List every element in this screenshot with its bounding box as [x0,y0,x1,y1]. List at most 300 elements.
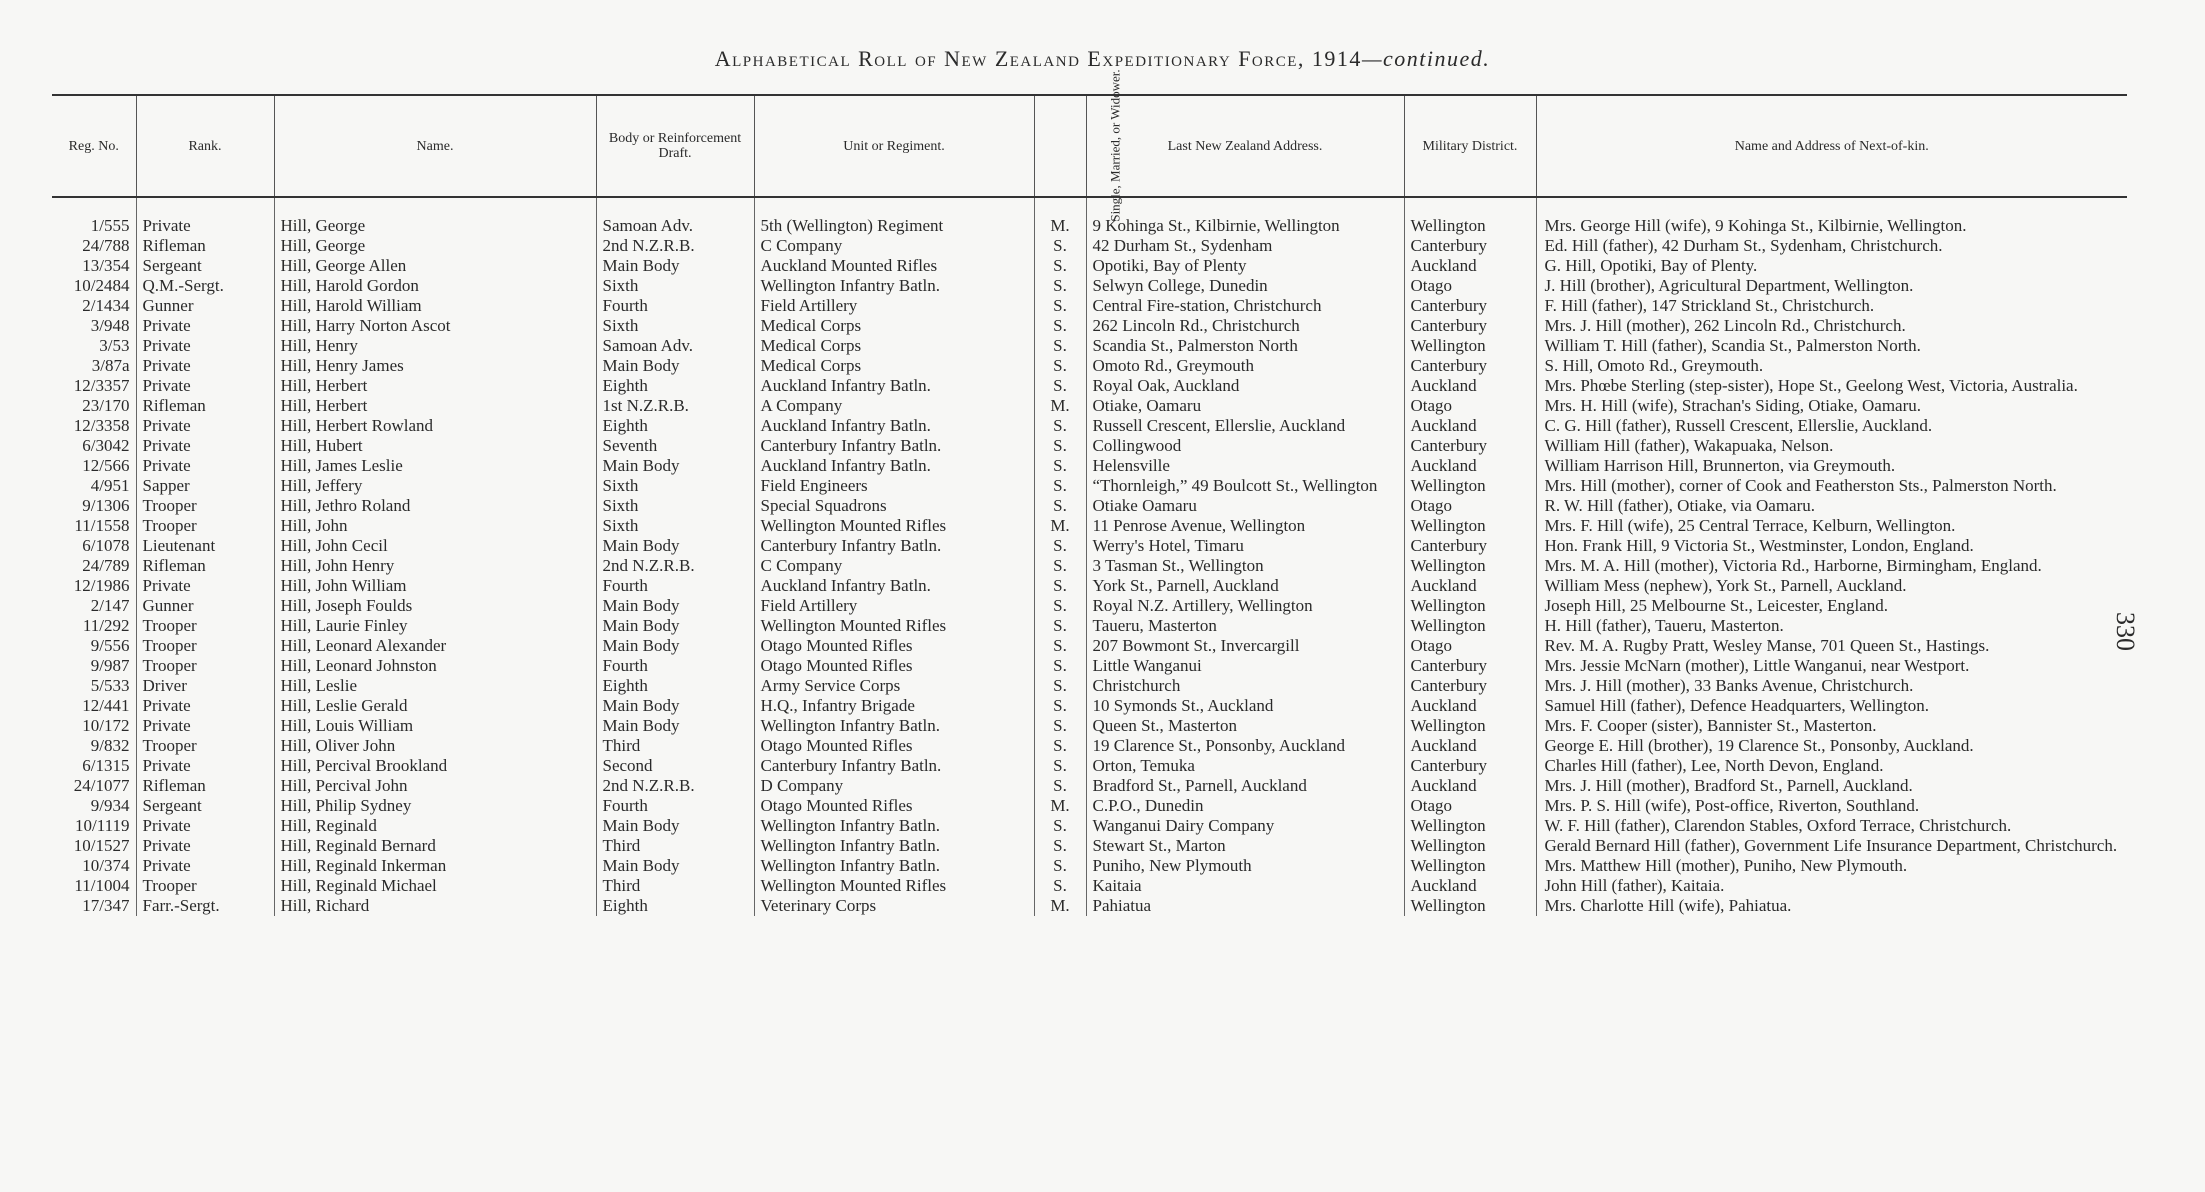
soldier-name-cell: Hill, Reginald [274,816,596,836]
soldier-name-cell: Hill, Jeffery [274,476,596,496]
next-of-kin-cell: Mrs. F. Cooper (sister), Bannister St., Masterton. [1536,716,2127,736]
rank-cell: Sergeant [136,256,274,276]
last-address-cell: Scandia St., Palmerston North [1086,336,1404,356]
soldier-name-cell: Hill, Joseph Foulds [274,596,596,616]
reg-number-cell: 5/533 [90,676,130,695]
marital-status-cell: S. [1034,776,1086,796]
reg-number-cell: 6/1315 [82,756,130,775]
next-of-kin-cell: Mrs. J. Hill (mother), 33 Banks Avenue, Christchurch. [1536,676,2127,696]
soldier-name-cell: Hill, Leonard Johnston [274,656,596,676]
soldier-name-cell: Hill, Philip Sydney [274,796,596,816]
unit-cell: Field Engineers [754,476,1034,496]
reg-number-cell: 1/555 [90,216,130,235]
last-address-cell: 3 Tasman St., Wellington [1086,556,1404,576]
last-address-cell: Puniho, New Plymouth [1086,856,1404,876]
last-address-cell: Helensville [1086,456,1404,476]
last-address-cell: Stewart St., Marton [1086,836,1404,856]
military-district-cell: Canterbury [1404,436,1536,456]
unit-cell: D Company [754,776,1034,796]
reg-number-cell: 10/1119 [75,816,130,835]
table-row [52,496,2127,516]
rank-cell: Private [136,756,274,776]
last-address-cell: 207 Bowmont St., Invercargill [1086,636,1404,656]
table-row [52,396,2127,416]
next-of-kin-cell: John Hill (father), Kaitaia. [1536,876,2127,896]
body-draft-cell: Second [596,756,754,776]
soldier-name-cell: Hill, Leonard Alexander [274,636,596,656]
col-kin: Name and Address of Next-of-kin. [1536,95,2127,197]
rank-cell: Rifleman [136,236,274,256]
unit-cell: Medical Corps [754,316,1034,336]
military-district-cell: Auckland [1404,696,1536,716]
soldier-name-cell: Hill, Laurie Finley [274,616,596,636]
unit-cell: Field Artillery [754,296,1034,316]
reg-number-cell: 3/87a [91,356,130,375]
marital-status-cell: S. [1034,236,1086,256]
table-row [52,216,2127,236]
soldier-name-cell: Hill, Herbert Rowland [274,416,596,436]
military-district-cell: Wellington [1404,816,1536,836]
reg-number-cell: 10/374 [82,856,130,875]
body-draft-cell: Main Body [596,256,754,276]
unit-cell: Medical Corps [754,336,1034,356]
marital-status-cell: M. [1034,796,1086,816]
reg-number-cell: 9/832 [90,736,130,755]
unit-cell: Wellington Mounted Rifles [754,876,1034,896]
next-of-kin-cell: Mrs. Jessie McNarn (mother), Little Wanganui, near Westport. [1536,656,2127,676]
roll-body [52,197,2127,916]
next-of-kin-cell: George E. Hill (brother), 19 Clarence St., Ponsonby, Auckland. [1536,736,2127,756]
next-of-kin-cell: Samuel Hill (father), Defence Headquarters, Wellington. [1536,696,2127,716]
military-district-cell: Otago [1404,636,1536,656]
last-address-cell: 10 Symonds St., Auckland [1086,696,1404,716]
unit-cell: Wellington Infantry Batln. [754,836,1034,856]
soldier-name-cell: Hill, John William [274,576,596,596]
body-draft-cell: Main Body [596,596,754,616]
body-draft-cell: Main Body [596,636,754,656]
body-draft-cell: Sixth [596,496,754,516]
unit-cell: Medical Corps [754,356,1034,376]
unit-cell: C Company [754,556,1034,576]
marital-status-cell: M. [1034,896,1086,916]
last-address-cell: Russell Crescent, Ellerslie, Auckland [1086,416,1404,436]
rank-cell: Private [136,456,274,476]
body-draft-cell: Main Body [596,456,754,476]
reg-number-cell: 6/3042 [82,436,130,455]
marital-status-cell: S. [1034,616,1086,636]
reg-number-cell: 10/172 [82,716,130,735]
rank-cell: Rifleman [136,556,274,576]
body-draft-cell: Samoan Adv. [596,336,754,356]
unit-cell: Auckland Infantry Batln. [754,456,1034,476]
soldier-name-cell: Hill, Reginald Inkerman [274,856,596,876]
soldier-name-cell: Hill, Reginald Bernard [274,836,596,856]
last-address-cell: 262 Lincoln Rd., Christchurch [1086,316,1404,336]
body-draft-cell: Eighth [596,376,754,396]
next-of-kin-cell: Mrs. George Hill (wife), 9 Kohinga St., Kilbirnie, Wellington. [1536,216,2127,236]
rank-cell: Farr.-Sergt. [136,896,274,916]
marital-status-cell: S. [1034,536,1086,556]
col-body: Body or Reinforcement Draft. [596,95,754,197]
body-draft-cell: Fourth [596,576,754,596]
soldier-name-cell: Hill, Harold Gordon [274,276,596,296]
rank-cell: Sergeant [136,796,274,816]
unit-cell: Special Squadrons [754,496,1034,516]
next-of-kin-cell: Mrs. J. Hill (mother), Bradford St., Parnell, Auckland. [1536,776,2127,796]
table-row [52,456,2127,476]
military-district-cell: Otago [1404,796,1536,816]
soldier-name-cell: Hill, George [274,216,596,236]
body-draft-cell: Third [596,876,754,896]
body-draft-cell: 2nd N.Z.R.B. [596,776,754,796]
soldier-name-cell: Hill, Leslie [274,676,596,696]
next-of-kin-cell: Mrs. Phœbe Sterling (step-sister), Hope St., Geelong West, Victoria, Australia. [1536,376,2127,396]
rank-cell: Private [136,696,274,716]
unit-cell: H.Q., Infantry Brigade [754,696,1034,716]
table-row [52,536,2127,556]
soldier-name-cell: Hill, George Allen [274,256,596,276]
reg-number-cell: 24/788 [82,236,130,255]
table-row [52,836,2127,856]
reg-number-cell: 12/3357 [73,376,130,395]
page-number: 330 [2111,612,2140,651]
table-row [52,676,2127,696]
page-title [0,46,2205,72]
soldier-name-cell: Hill, Harry Norton Ascot [274,316,596,336]
military-district-cell: Wellington [1404,896,1536,916]
military-district-cell: Canterbury [1404,756,1536,776]
next-of-kin-cell: Mrs. P. S. Hill (wife), Post-office, Riverton, Southland. [1536,796,2127,816]
last-address-cell: York St., Parnell, Auckland [1086,576,1404,596]
title-text: Alphabetical Roll of New Zealand Expeditionary Force, 1914 [714,46,1362,71]
body-draft-cell: Fourth [596,656,754,676]
marital-status-cell: S. [1034,576,1086,596]
last-address-cell: Werry's Hotel, Timaru [1086,536,1404,556]
table-row [52,296,2127,316]
reg-number-cell: 11/1004 [74,876,130,895]
col-status [1034,68,1123,222]
unit-cell: Wellington Mounted Rifles [754,616,1034,636]
table-row [52,656,2127,676]
marital-status-cell: S. [1034,756,1086,776]
body-draft-cell: Sixth [596,516,754,536]
next-of-kin-cell: S. Hill, Omoto Rd., Greymouth. [1536,356,2127,376]
rank-cell: Private [136,416,274,436]
last-address-cell: Collingwood [1086,436,1404,456]
unit-cell: C Company [754,236,1034,256]
rank-cell: Trooper [136,656,274,676]
military-district-cell: Auckland [1404,456,1536,476]
marital-status-cell: S. [1034,716,1086,736]
next-of-kin-cell: Charles Hill (father), Lee, North Devon, England. [1536,756,2127,776]
marital-status-cell: S. [1034,496,1086,516]
next-of-kin-cell: Hon. Frank Hill, 9 Victoria St., Westminster, London, England. [1536,536,2127,556]
last-address-cell: Kaitaia [1086,876,1404,896]
rank-cell: Private [136,376,274,396]
table-row [52,716,2127,736]
next-of-kin-cell: G. Hill, Opotiki, Bay of Plenty. [1536,256,2127,276]
reg-number-cell: 9/987 [90,656,130,675]
unit-cell: Auckland Infantry Batln. [754,416,1034,436]
military-district-cell: Auckland [1404,376,1536,396]
military-district-cell: Wellington [1404,716,1536,736]
body-draft-cell: Main Body [596,696,754,716]
next-of-kin-cell: J. Hill (brother), Agricultural Department, Wellington. [1536,276,2127,296]
table-row [52,776,2127,796]
military-district-cell: Canterbury [1404,316,1536,336]
soldier-name-cell: Hill, Oliver John [274,736,596,756]
next-of-kin-cell: Mrs. Matthew Hill (mother), Puniho, New Plymouth. [1536,856,2127,876]
reg-number-cell: 12/3358 [73,416,130,435]
next-of-kin-cell: H. Hill (father), Taueru, Masterton. [1536,616,2127,636]
table-row [52,276,2127,296]
marital-status-cell: S. [1034,376,1086,396]
rank-cell: Private [136,436,274,456]
next-of-kin-cell: C. G. Hill (father), Russell Crescent, Ellerslie, Auckland. [1536,416,2127,436]
last-address-cell: Otiake, Oamaru [1086,396,1404,416]
table-row [52,696,2127,716]
reg-number-cell: 10/1527 [73,836,130,855]
reg-number-cell: 12/1986 [73,576,130,595]
table-row [52,816,2127,836]
rank-cell: Q.M.-Sergt. [136,276,274,296]
soldier-name-cell: Hill, Louis William [274,716,596,736]
rank-cell: Lieutenant [136,536,274,556]
rank-cell: Gunner [136,596,274,616]
table-row [52,796,2127,816]
military-district-cell: Canterbury [1404,536,1536,556]
military-district-cell: Wellington [1404,336,1536,356]
unit-cell: Canterbury Infantry Batln. [754,436,1034,456]
unit-cell: Wellington Infantry Batln. [754,816,1034,836]
soldier-name-cell: Hill, Reginald Michael [274,876,596,896]
col-name: Name. [274,95,596,197]
last-address-cell: Otiake Oamaru [1086,496,1404,516]
unit-cell: 5th (Wellington) Regiment [754,216,1034,236]
body-draft-cell: 2nd N.Z.R.B. [596,556,754,576]
last-address-cell: 42 Durham St., Sydenham [1086,236,1404,256]
body-draft-cell: Third [596,736,754,756]
military-district-cell: Wellington [1404,516,1536,536]
body-draft-cell: 2nd N.Z.R.B. [596,236,754,256]
next-of-kin-cell: Mrs. Hill (mother), corner of Cook and Featherston Sts., Palmerston North. [1536,476,2127,496]
marital-status-cell: S. [1034,556,1086,576]
military-district-cell: Otago [1404,496,1536,516]
last-address-cell: Central Fire-station, Christchurch [1086,296,1404,316]
unit-cell: Wellington Infantry Batln. [754,276,1034,296]
rank-cell: Trooper [136,636,274,656]
last-address-cell: Wanganui Dairy Company [1086,816,1404,836]
unit-cell: Auckland Mounted Rifles [754,256,1034,276]
rank-cell: Sapper [136,476,274,496]
unit-cell: Otago Mounted Rifles [754,656,1034,676]
unit-cell: Veterinary Corps [754,896,1034,916]
table-row [52,616,2127,636]
title-continued: —continued. [1361,46,1491,71]
unit-cell: Field Artillery [754,596,1034,616]
col-unit: Unit or Regiment. [754,95,1034,197]
marital-status-cell: S. [1034,816,1086,836]
next-of-kin-cell: F. Hill (father), 147 Strickland St., Christchurch. [1536,296,2127,316]
next-of-kin-cell: Mrs. J. Hill (mother), 262 Lincoln Rd., Christchurch. [1536,316,2127,336]
body-draft-cell: Seventh [596,436,754,456]
marital-status-cell: S. [1034,436,1086,456]
marital-status-cell: S. [1034,476,1086,496]
unit-cell: Wellington Infantry Batln. [754,856,1034,876]
table-row [52,896,2127,916]
military-district-cell: Auckland [1404,776,1536,796]
reg-number-cell: 11/1558 [74,516,130,535]
next-of-kin-cell: Ed. Hill (father), 42 Durham St., Sydenham, Christchurch. [1536,236,2127,256]
marital-status-cell: S. [1034,416,1086,436]
next-of-kin-cell: W. F. Hill (father), Clarendon Stables, Oxford Terrace, Christchurch. [1536,816,2127,836]
last-address-cell: Omoto Rd., Greymouth [1086,356,1404,376]
body-draft-cell: Main Body [596,356,754,376]
unit-cell: Auckland Infantry Batln. [754,576,1034,596]
rank-cell: Trooper [136,516,274,536]
last-address-cell: Bradford St., Parnell, Auckland [1086,776,1404,796]
rank-cell: Private [136,576,274,596]
soldier-name-cell: Hill, Herbert [274,396,596,416]
rank-cell: Trooper [136,616,274,636]
col-status-label: Single, Married, or Widower. [1107,68,1123,222]
last-address-cell: Opotiki, Bay of Plenty [1086,256,1404,276]
table-row [52,416,2127,436]
soldier-name-cell: Hill, Richard [274,896,596,916]
reg-number-cell: 17/347 [82,896,130,915]
reg-number-cell: 24/789 [82,556,130,575]
reg-number-cell: 2/1434 [82,296,130,315]
marital-status-cell: S. [1034,316,1086,336]
next-of-kin-cell: R. W. Hill (father), Otiake, via Oamaru. [1536,496,2127,516]
rank-cell: Trooper [136,736,274,756]
military-district-cell: Wellington [1404,616,1536,636]
marital-status-cell: M. [1034,396,1086,416]
reg-number-cell: 3/948 [90,316,130,335]
military-district-cell: Wellington [1404,476,1536,496]
table-row [52,576,2127,596]
marital-status-cell: S. [1034,656,1086,676]
military-district-cell: Wellington [1404,596,1536,616]
military-district-cell: Auckland [1404,576,1536,596]
rank-cell: Trooper [136,876,274,896]
last-address-cell: Taueru, Masterton [1086,616,1404,636]
table-row [52,256,2127,276]
unit-cell: Canterbury Infantry Batln. [754,536,1034,556]
rank-cell: Private [136,316,274,336]
table-row [52,376,2127,396]
last-address-cell: 9 Kohinga St., Kilbirnie, Wellington [1086,216,1404,236]
last-address-cell: 19 Clarence St., Ponsonby, Auckland [1086,736,1404,756]
reg-number-cell: 9/1306 [82,496,130,515]
body-draft-cell: Main Body [596,856,754,876]
military-district-cell: Canterbury [1404,676,1536,696]
reg-number-cell: 24/1077 [73,776,130,795]
body-draft-cell: Main Body [596,816,754,836]
last-address-cell: 11 Penrose Avenue, Wellington [1086,516,1404,536]
reg-number-cell: 4/951 [90,476,130,495]
soldier-name-cell: Hill, Harold William [274,296,596,316]
next-of-kin-cell: Mrs. F. Hill (wife), 25 Central Terrace, Kelburn, Wellington. [1536,516,2127,536]
military-district-cell: Auckland [1404,876,1536,896]
roll-table [52,68,2127,916]
body-draft-cell: Fourth [596,296,754,316]
rank-cell: Private [136,336,274,356]
table-row [52,336,2127,356]
reg-number-cell: 13/354 [82,256,130,275]
soldier-name-cell: Hill, Herbert [274,376,596,396]
rank-cell: Private [136,836,274,856]
col-reg-no: Reg. No. [52,95,136,197]
reg-number-cell: 3/53 [99,336,130,355]
last-address-cell: Christchurch [1086,676,1404,696]
rank-cell: Private [136,356,274,376]
next-of-kin-cell: Mrs. M. A. Hill (mother), Victoria Rd., Harborne, Birmingham, England. [1536,556,2127,576]
last-address-cell: “Thornleigh,” 49 Boulcott St., Wellington [1086,476,1404,496]
reg-number-cell: 10/2484 [73,276,130,295]
reg-number-cell: 23/170 [82,396,130,415]
military-district-cell: Otago [1404,276,1536,296]
table-row [52,636,2127,656]
soldier-name-cell: Hill, John Henry [274,556,596,576]
last-address-cell: Queen St., Masterton [1086,716,1404,736]
marital-status-cell: M. [1034,516,1086,536]
marital-status-cell: S. [1034,296,1086,316]
body-draft-cell: Main Body [596,536,754,556]
last-address-cell: Pahiatua [1086,896,1404,916]
rank-cell: Private [136,816,274,836]
table-row [52,556,2127,576]
marital-status-cell: S. [1034,736,1086,756]
col-address: Last New Zealand Address. [1086,95,1404,197]
table-row [52,356,2127,376]
soldier-name-cell: Hill, George [274,236,596,256]
rank-cell: Rifleman [136,396,274,416]
table-row [52,476,2127,496]
marital-status-cell: S. [1034,336,1086,356]
rank-cell: Private [136,216,274,236]
rank-cell: Driver [136,676,274,696]
table-row [52,436,2127,456]
unit-cell: Otago Mounted Rifles [754,736,1034,756]
marital-status-cell: S. [1034,456,1086,476]
reg-number-cell: 6/1078 [82,536,130,555]
soldier-name-cell: Hill, Henry [274,336,596,356]
table-row [52,316,2127,336]
military-district-cell: Wellington [1404,836,1536,856]
reg-number-cell: 9/556 [90,636,130,655]
body-draft-cell: Eighth [596,676,754,696]
military-district-cell: Canterbury [1404,296,1536,316]
table-row [52,596,2127,616]
soldier-name-cell: Hill, Leslie Gerald [274,696,596,716]
body-draft-cell: Main Body [596,616,754,636]
reg-number-cell: 12/441 [82,696,130,715]
unit-cell: Otago Mounted Rifles [754,796,1034,816]
unit-cell: Auckland Infantry Batln. [754,376,1034,396]
marital-status-cell: M. [1034,216,1086,236]
military-district-cell: Auckland [1404,736,1536,756]
table-row [52,736,2127,756]
marital-status-cell: S. [1034,696,1086,716]
military-district-cell: Canterbury [1404,236,1536,256]
last-address-cell: Selwyn College, Dunedin [1086,276,1404,296]
rank-cell: Trooper [136,496,274,516]
unit-cell: A Company [754,396,1034,416]
marital-status-cell: S. [1034,276,1086,296]
soldier-name-cell: Hill, John Cecil [274,536,596,556]
next-of-kin-cell: Joseph Hill, 25 Melbourne St., Leicester, England. [1536,596,2127,616]
